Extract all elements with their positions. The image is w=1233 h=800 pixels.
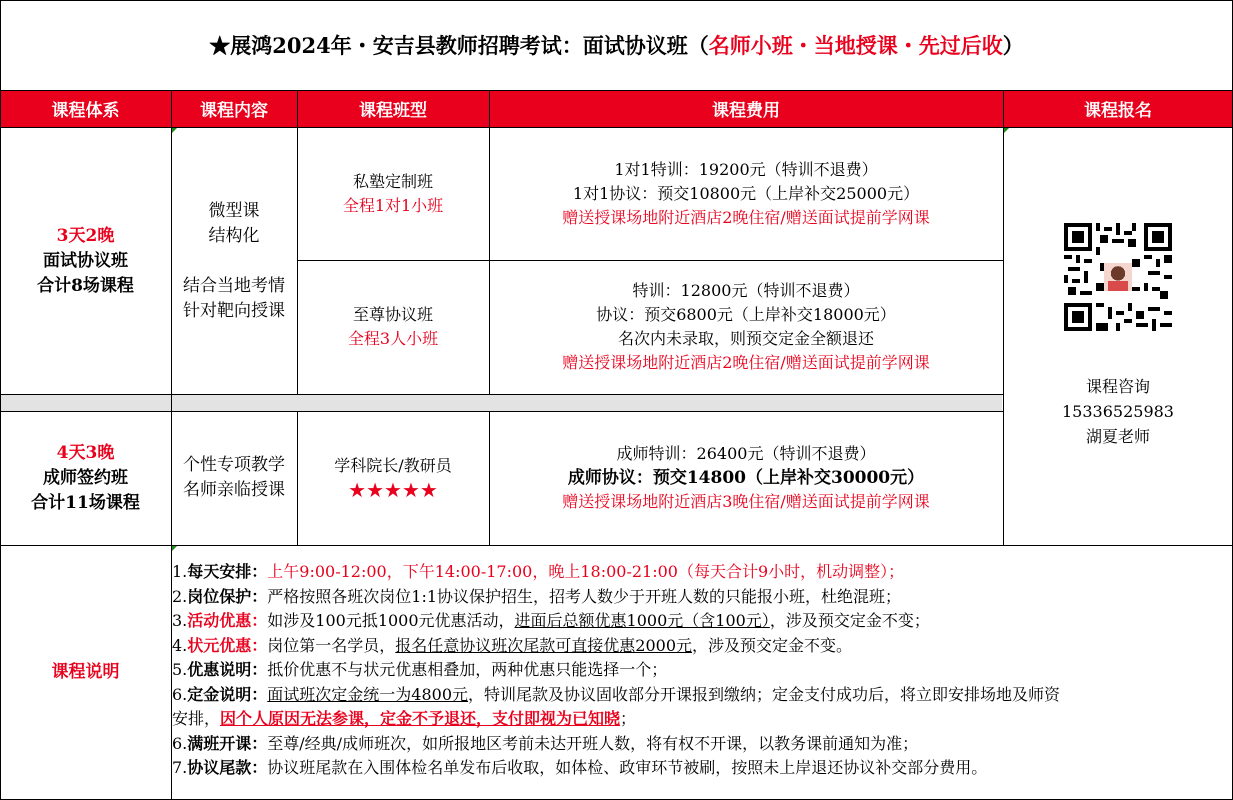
class-sub: 全程3人小班 xyxy=(347,329,439,348)
class-name: 私塾定制班 xyxy=(352,172,433,191)
content-line: 名师亲临授课 xyxy=(183,480,285,500)
content-line: 针对靶向授课 xyxy=(183,300,285,321)
grid-line xyxy=(489,411,490,545)
qr-code-icon[interactable] xyxy=(1064,223,1172,331)
grid-line xyxy=(0,127,1233,128)
content-line: 结构化 xyxy=(208,225,260,246)
course1-content xyxy=(171,128,297,394)
course1-fee-a xyxy=(489,128,1003,260)
grid-line xyxy=(0,411,1003,412)
fee-gift: 赠送授课场地附近酒店3晚住宿/赠送面试提前学网课 xyxy=(562,492,930,511)
fee-line: 1对1特训：19200元（特训不退费） xyxy=(614,160,878,179)
course1-sessions: 合计8场课程 xyxy=(37,275,134,296)
fee-line: 1对1协议：预交10800元（上岸补交25000元） xyxy=(572,184,920,203)
course2-sessions: 合计11场课程 xyxy=(31,492,140,513)
grid-line xyxy=(297,411,298,545)
grid-line xyxy=(1003,90,1004,545)
fee-gift: 赠送授课场地附近酒店2晚住宿/赠送面试提前学网课 xyxy=(562,353,930,372)
consult-phone[interactable]: 15336525983 xyxy=(1062,402,1174,421)
grid-line xyxy=(489,90,490,394)
note-item: 3.活动优惠：如涉及100元抵1000元优惠活动，进面后总额优惠1000元（含100元），涉及预交定金不变； xyxy=(172,611,930,630)
fee-line: 名次内未录取，则预交定金全额退还 xyxy=(617,329,874,348)
header-class-type: 课程班型 xyxy=(297,90,489,127)
course2-class xyxy=(297,411,489,545)
notes-list xyxy=(172,560,1232,781)
note-item: 4.状元优惠：岗位第一名学员，报名任意协议班次尾款可直接优惠2000元，涉及预交定金不变。 xyxy=(172,635,853,655)
course2-name: 成师签约班 xyxy=(43,467,128,488)
header-course-system: 课程体系 xyxy=(0,90,171,127)
page-title xyxy=(0,0,1233,90)
header-course-fee: 课程费用 xyxy=(489,90,1003,127)
course2-content xyxy=(171,411,297,545)
grid-line xyxy=(0,545,1233,546)
content-line: 微型课 xyxy=(208,200,260,221)
content-line: 结合当地考情 xyxy=(183,275,285,296)
grid-line xyxy=(0,0,1,800)
fee-gift: 赠送授课场地附近酒店2晚住宿/赠送面试提前学网课 xyxy=(562,208,930,227)
grid-line xyxy=(297,90,298,394)
comment-marker-icon xyxy=(172,128,177,133)
course1-system xyxy=(0,128,171,394)
note-item: 1.每天安排：上午9:00-12:00，下午14:00-17:00，晚上18:00-21:00（每天合计9小时，机动调整）； xyxy=(172,562,905,581)
class-sub: 全程1对1小班 xyxy=(342,196,444,215)
comment-marker-icon xyxy=(1004,128,1009,133)
header-course-signup: 课程报名 xyxy=(1003,90,1233,127)
comment-marker-icon xyxy=(172,546,177,551)
course1-duration: 3天2晚 xyxy=(56,225,115,246)
course2-duration: 4天3晚 xyxy=(56,442,115,463)
signup-contact xyxy=(1003,374,1233,449)
content-line: 个性专项教学 xyxy=(183,455,285,475)
notes-label: 课程说明 xyxy=(51,662,120,682)
course1-class-b xyxy=(297,260,489,394)
grid-line xyxy=(0,90,1233,91)
title-suffix: ） xyxy=(1002,33,1024,58)
note-item: 2.岗位保护：严格按照各班次岗位1:1协议保护招生，招考人数少于开班人数的只能报小班，杜绝混班； xyxy=(172,586,902,606)
course1-name: 面试协议班 xyxy=(43,250,128,271)
note-item: 7.协议尾款：协议班尾款在入围体检名单发布后收取，如体检、政审环节被刷，按照未上岸退还协议补交部分费用。 xyxy=(172,758,988,777)
course1-fee-b xyxy=(489,260,1003,394)
course2-fee xyxy=(489,411,1003,545)
class-name: 至尊协议班 xyxy=(352,305,433,324)
title-prefix: ★展鸿2024年・安吉县教师招聘考试：面试协议班（ xyxy=(209,33,709,58)
fee-line-bold: 成师协议：预交14800（上岸补交30000元） xyxy=(567,468,925,488)
header-course-content: 课程内容 xyxy=(171,90,297,127)
rating-stars: ★★★★★ xyxy=(348,478,438,502)
class-name: 学科院长/教研员 xyxy=(334,456,452,475)
signup-panel xyxy=(1003,128,1233,545)
fee-line: 协议：预交6800元（上岸补交18000元） xyxy=(596,305,896,324)
course1-class-a xyxy=(297,128,489,260)
note-item: 6.满班开课：至尊/经典/成师班次，如所报地区考前未达开班人数，将有权不开课，以教务课前通知为准； xyxy=(172,733,919,753)
note-item: 安排，因个人原因无法参课，定金不予退还，支付即视为已知晓； xyxy=(172,709,637,728)
title-highlight: 名师小班・当地授课・先过后收 xyxy=(708,33,1003,58)
fee-line: 特训：12800元（特训不退费） xyxy=(632,281,860,300)
grid-line xyxy=(0,0,1233,1)
note-item: 6.定金说明：面试班次定金统一为4800元，特训尾款及协议固收部分开课报到缴纳；定金支付成功后，将立即安排场地及师资 xyxy=(172,684,1061,704)
course2-system xyxy=(0,411,171,545)
note-item: 5.优惠说明：抵价优惠不与状元优惠相叠加，两种优惠只能选择一个； xyxy=(172,660,668,679)
row-separator xyxy=(1,394,1002,411)
consult-teacher: 湖夏老师 xyxy=(1085,427,1150,446)
fee-line: 成师特训：26400元（特训不退费） xyxy=(616,444,876,463)
grid-line xyxy=(0,394,1003,395)
consult-label: 课程咨询 xyxy=(1085,377,1150,396)
grid-line xyxy=(297,260,1003,261)
grid-line xyxy=(171,90,172,800)
